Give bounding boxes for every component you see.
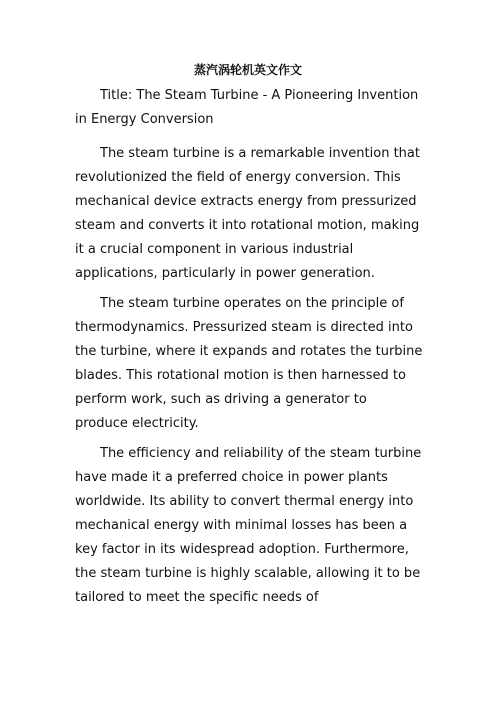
- paragraph-2: The steam turbine operates on the principle of thermodynamics. Pressurized steam is directed into the turbine, where it expands and rotates the turbine blades. This rotational motion is then harnessed to perform work, such as driving a generator to produce electricity.: [75, 296, 423, 431]
- paragraph-1: The steam turbine is a remarkable invention that revolutionized the field of energy conversion. This mechanical device extracts energy from pressurized steam and converts it into rotational motion, making it a crucial component in various industrial applications, particularly in power generation.: [75, 146, 420, 281]
- essay-title: Title: The Steam Turbine - A Pioneering Invention in Energy Conversion: [75, 88, 419, 127]
- document-body: [75, 84, 423, 616]
- paragraph-3: The efficiency and reliability of the steam turbine have made it a preferred choice in power plants worldwide. Its ability to convert thermal energy into mechanical energy with minimal losses has been a key factor in its widespread adoption. Furthermore, the steam turbine is highly scalable, allowing it to be tailored to meet the specific needs of: [75, 446, 422, 605]
- document-header-title: 蒸汽涡轮机英文作文: [193, 63, 302, 77]
